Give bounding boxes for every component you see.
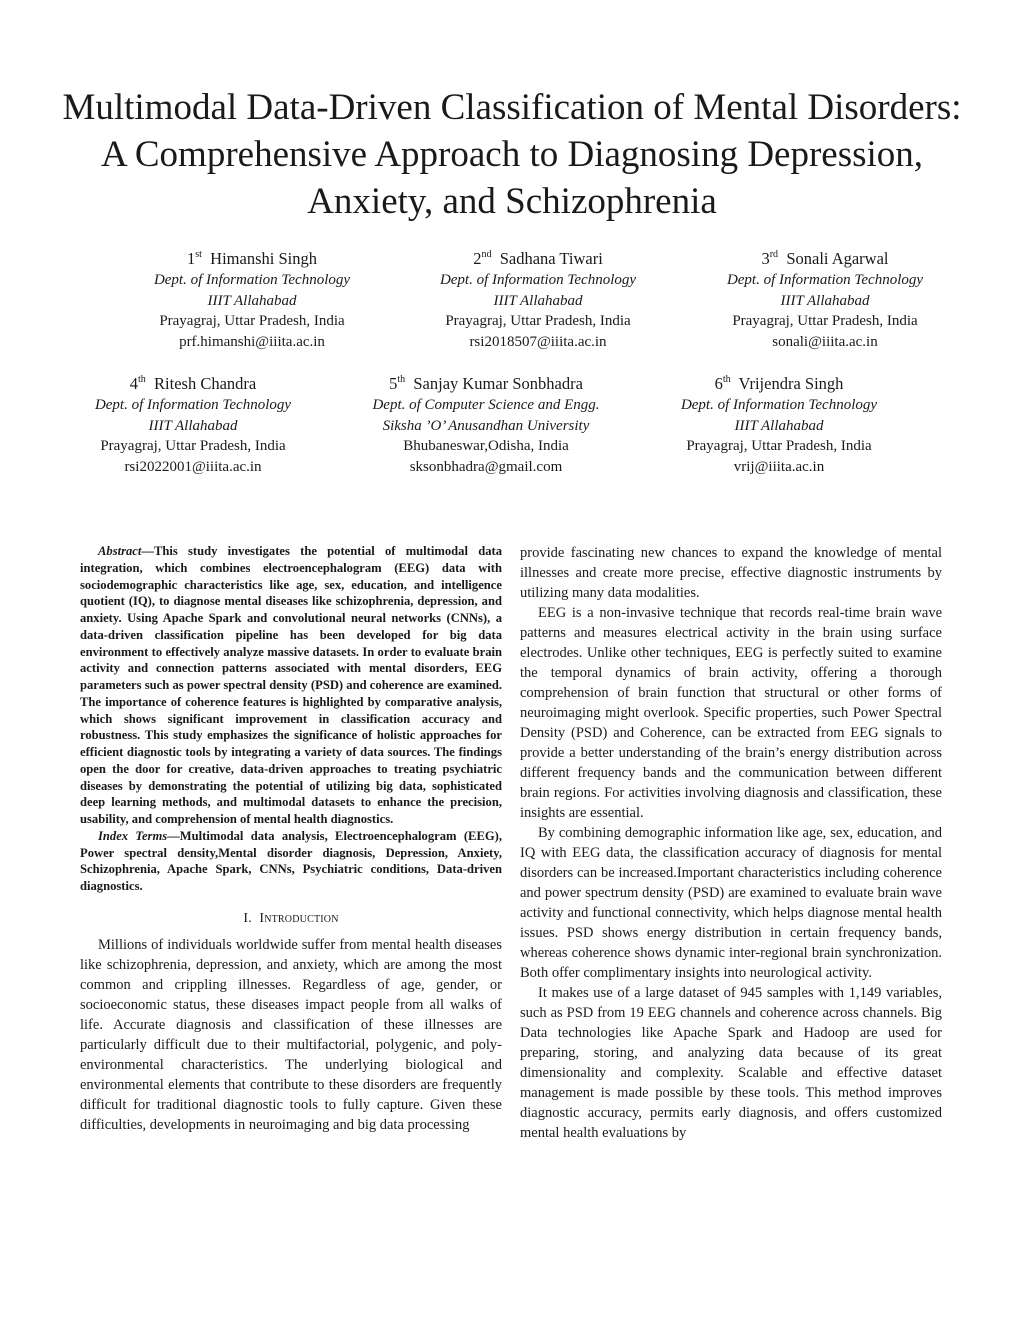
abstract-text: —This study investigates the potential of multimodal data integration, which combines electroencephalogram (EEG) data with sociodemographic characteristics like age, sex, education, and intelligence quotient (IQ), to diagnose mental diseases like schizophrenia, depression, and anxiety. Using Apache Spark and convolutional neural networks (CNNs), a data-driven classification pipeline has been developed for big data environment to effectively analyze massive datasets. In order to evaluate brain activity and connection patterns associated with mental disorders, EEG parameters such as power spectral density (PSD) and coherence are examined. The importance of coherence features is highlighted by comparative analysis, which shows significant improvement in classification accuracy and robustness. This study emphasizes the significance of holistic approaches for efficient diagnostic tools by integrating a variety of data sources. The findings open the door for creative, data-driven approaches to treating psychiatric diseases by demonstrating the potential of utilizing big data, sophisticated deep learning methods, and multimodal datasets to enhance the precision, usability, and comprehension of mental health diagnostics. bbox=[80, 544, 502, 826]
author-dept: Dept. of Information Technology bbox=[726, 272, 924, 288]
author-ordinal-suffix: th bbox=[138, 374, 146, 385]
author-ordinal: 4 bbox=[129, 374, 138, 393]
author-name-line bbox=[388, 248, 688, 270]
author-name-line bbox=[675, 248, 975, 270]
author-name: Sanjay Kumar Sonbhadra bbox=[413, 374, 583, 393]
author-name: Sadhana Tiwari bbox=[499, 249, 603, 268]
author-ordinal: 2 bbox=[473, 249, 482, 268]
author-block bbox=[43, 373, 343, 477]
author-institution: IIIT Allahabad bbox=[493, 292, 583, 309]
author-ordinal: 6 bbox=[714, 374, 723, 393]
author-email: vrij@iiita.ac.in bbox=[733, 458, 825, 475]
author-ordinal-suffix: rd bbox=[769, 249, 779, 260]
author-location: Prayagraj, Uttar Pradesh, India bbox=[445, 313, 631, 329]
author-name-line bbox=[336, 373, 636, 395]
author-ordinal-suffix: th bbox=[722, 374, 731, 385]
author-ordinal-suffix: st bbox=[195, 249, 202, 260]
abstract bbox=[80, 543, 502, 828]
section-number: I. bbox=[243, 910, 252, 926]
author-name: Sonali Agarwal bbox=[786, 249, 889, 268]
author-institution: IIIT Allahabad bbox=[780, 292, 870, 309]
author-institution: IIIT Allahabad bbox=[207, 292, 297, 309]
author-name: Vrijendra Singh bbox=[738, 374, 844, 393]
author-name-line bbox=[102, 248, 402, 270]
index-terms bbox=[80, 828, 502, 895]
author-ordinal: 1 bbox=[187, 249, 196, 268]
body-paragraph: By combining demographic information like age, sex, education, and IQ with EEG data, the classification accuracy of diagnosis for mental disorders can be increased.Important characteristics including coherence and power spectrum density (PSD) are examined to evaluate brain wave activity and functional connectivity, which helps diagnose mental health issues. PSD shows energy distribution in certain frequency bands, whereas coherence shows dynamic inter-regional brain synchronization. Both offer complimentary insights into neurological activity. bbox=[520, 825, 942, 981]
author-email: rsi2018507@iiita.ac.in bbox=[469, 333, 607, 350]
author-email: sonali@iiita.ac.in bbox=[772, 333, 878, 350]
author-ordinal: 5 bbox=[389, 374, 398, 393]
author-location: Prayagraj, Uttar Pradesh, India bbox=[686, 438, 872, 454]
author-block bbox=[388, 248, 688, 352]
author-dept: Dept. of Information Technology bbox=[153, 272, 351, 288]
author-block bbox=[629, 373, 929, 477]
author-location: Prayagraj, Uttar Pradesh, India bbox=[159, 313, 345, 329]
index-terms-label: Index Terms bbox=[98, 828, 168, 843]
section-heading bbox=[80, 909, 502, 929]
abstract-label: Abstract bbox=[98, 544, 142, 558]
author-email: sksonbhadra@gmail.com bbox=[409, 458, 563, 475]
body-paragraph: It makes use of a large dataset of 945 samples with 1,149 variables, such as PSD from 19 EEG channels and coherence across channels. Big Data technologies like Apache Spark and Hadoop are used for preparing, storing, and analyzing data because of its great dimensionality and complexity. Scalable and effective dataset management is made possible by these tools. This method improves diagnostic accuracy, permits early diagnosis, and offers customized mental health evaluations by bbox=[520, 985, 942, 1141]
author-dept: Dept. of Information Technology bbox=[680, 397, 878, 413]
author-ordinal-suffix: th bbox=[397, 374, 406, 385]
author-name-line bbox=[629, 373, 929, 395]
author-block bbox=[675, 248, 975, 352]
author-name: Ritesh Chandra bbox=[154, 374, 257, 393]
author-dept: Dept. of Information Technology bbox=[439, 272, 637, 288]
author-ordinal: 3 bbox=[761, 249, 770, 268]
body-paragraph: provide fascinating new chances to expand the knowledge of mental illnesses and create more precise, effective diagnostic instruments by utilizing many data modalities. bbox=[520, 545, 942, 601]
author-name: Himanshi Singh bbox=[210, 249, 317, 268]
author-location: Bhubaneswar,Odisha, India bbox=[403, 438, 569, 454]
left-column bbox=[80, 543, 502, 1135]
author-block bbox=[102, 248, 402, 352]
section-title: Introduction bbox=[259, 910, 339, 926]
right-column bbox=[520, 543, 942, 1143]
author-email: prf.himanshi@iiita.ac.in bbox=[179, 333, 325, 350]
author-ordinal-suffix: nd bbox=[481, 249, 492, 260]
author-institution: IIIT Allahabad bbox=[734, 417, 824, 434]
author-location: Prayagraj, Uttar Pradesh, India bbox=[100, 438, 286, 454]
author-block bbox=[336, 373, 636, 477]
author-institution: IIIT Allahabad bbox=[148, 417, 238, 434]
author-name-line bbox=[43, 373, 343, 395]
index-terms-text: —Multimodal data analysis, Electroencephalogram (EEG), Power spectral density,Mental disorder diagnosis, Depression, Anxiety, Schizophrenia, Apache Spark, CNNs, Psychiatric conditions, Data-driven diagnostics. bbox=[80, 828, 502, 893]
intro-paragraph: Millions of individuals worldwide suffer from mental health diseases like schizophrenia, depression, and anxiety, which are among the most common and crippling illnesses. Regardless of age, gender, or socioeconomic status, these diseases impact people from all walks of life. Accurate diagnosis and classification of these illnesses are particularly difficult due to their multifactorial, polygenic, and poly-environmental characteristics. The underlying biological and environmental elements that contribute to these disorders are frequently difficult for traditional diagnostic tools to fully capture. Given these difficulties, developments in neuroimaging and big data processing bbox=[80, 936, 502, 1133]
author-dept: Dept. of Information Technology bbox=[94, 397, 292, 413]
author-dept: Dept. of Computer Science and Engg. bbox=[372, 397, 600, 413]
body-paragraph: EEG is a non-invasive technique that records real-time brain wave patterns and measures electrical activity in the brain using surface electrodes. Unlike other techniques, EEG is perfectly suited to examine the temporal dynamics of brain activity, offering a thorough comprehension of brain function that structural or other forms of neuroimaging might overlook. Specific properties, such Power Spectral Density (PSD) and Coherence, can be extracted from EEG signals to provide a better understanding of the brain’s energy distribution across different frequency bands and the communication between different brain regions. For activities involving diagnosis and classification, these insights are essential. bbox=[520, 605, 942, 821]
paper-title: Multimodal Data-Driven Classification of Mental Disorders: A Comprehensive Approach to Diagnosing Depression, Anxiety, and Schizophrenia bbox=[62, 87, 962, 222]
author-email: rsi2022001@iiita.ac.in bbox=[124, 458, 262, 475]
author-institution: Siksha ’O’ Anusandhan University bbox=[382, 417, 590, 434]
author-location: Prayagraj, Uttar Pradesh, India bbox=[732, 313, 918, 329]
